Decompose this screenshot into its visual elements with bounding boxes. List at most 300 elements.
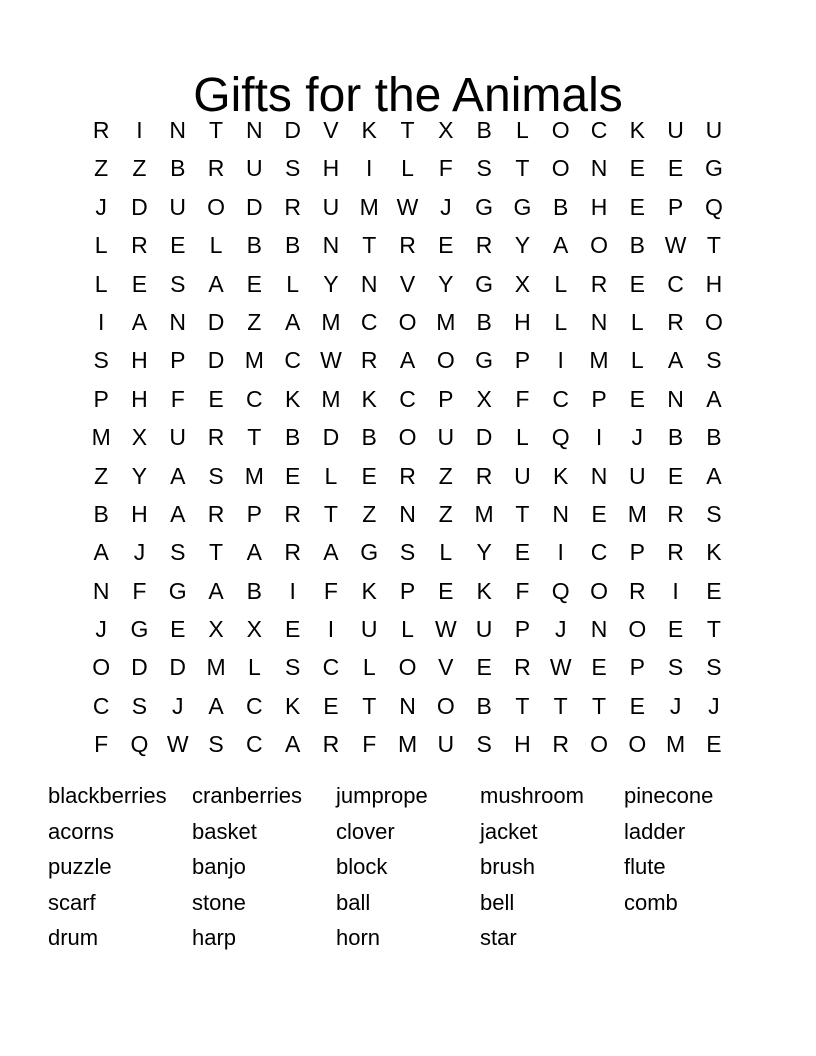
grid-letter: S <box>284 654 301 681</box>
grid-letter: M <box>359 193 379 220</box>
grid-row <box>82 418 733 456</box>
word-list-item: basket <box>192 818 257 844</box>
grid-letter: X <box>438 117 454 143</box>
grid-letter: C <box>246 731 263 758</box>
grid-letter: A <box>246 539 262 566</box>
grid-letter: E <box>438 577 454 604</box>
grid-letter: T <box>209 539 224 566</box>
grid-letter: C <box>667 270 684 297</box>
grid-letter: E <box>361 462 377 489</box>
grid-letter: O <box>92 654 111 681</box>
grid-letter: C <box>322 654 340 681</box>
grid-letter: I <box>672 577 679 604</box>
grid-letter: Q <box>130 731 149 758</box>
grid-letter: T <box>400 117 415 143</box>
grid-letter: W <box>396 193 419 220</box>
grid-letter: L <box>516 117 529 143</box>
grid-letter: E <box>706 577 722 604</box>
grid-letter: R <box>667 500 684 527</box>
grid-letter: S <box>208 731 224 758</box>
grid-letter: E <box>514 539 531 566</box>
grid-letter: G <box>704 155 723 182</box>
puzzle-title: Gifts for the Animals <box>193 69 623 123</box>
grid-letter: L <box>516 424 529 451</box>
grid-letter: E <box>629 155 645 182</box>
grid-letter: R <box>552 731 570 758</box>
grid-letter: P <box>514 347 531 374</box>
grid-letter: A <box>208 577 224 604</box>
grid-letter: B <box>706 424 722 451</box>
grid-letter: I <box>595 424 603 451</box>
grid-letter: H <box>590 193 608 220</box>
grid-letter: N <box>667 385 684 412</box>
grid-letter: N <box>590 462 608 489</box>
grid-letter: L <box>401 155 414 182</box>
grid-letter: R <box>207 500 225 527</box>
grid-letter: X <box>131 424 148 451</box>
grid-letter: K <box>361 385 377 412</box>
grid-letter: P <box>438 385 454 412</box>
grid-letter: E <box>438 232 454 259</box>
word-list-item: clover <box>336 818 395 844</box>
grid-letter: A <box>706 462 722 489</box>
grid-letter: D <box>131 654 148 681</box>
grid-row <box>82 111 733 149</box>
grid-letter: M <box>244 462 264 489</box>
grid-letter: T <box>247 424 262 451</box>
grid-letter: X <box>514 270 531 297</box>
grid-letter: U <box>514 462 531 489</box>
grid-letter: J <box>133 539 146 566</box>
grid-letter: N <box>322 232 340 259</box>
grid-letter: T <box>209 117 224 143</box>
grid-letter: B <box>476 692 492 719</box>
grid-row <box>82 149 733 187</box>
grid-letter: N <box>590 155 608 182</box>
grid-letter: M <box>627 500 647 527</box>
grid-letter: C <box>92 692 110 719</box>
grid-letter: D <box>475 424 493 451</box>
word-list-item: star <box>480 925 517 951</box>
grid-letter: C <box>552 385 570 412</box>
grid-row <box>82 457 733 495</box>
grid-letter: C <box>590 539 608 566</box>
grid-letter: I <box>136 117 143 143</box>
grid-letter: K <box>284 692 301 719</box>
grid-letter: U <box>246 155 263 182</box>
grid-letter: P <box>629 654 645 681</box>
grid-letter: S <box>170 270 186 297</box>
grid-row <box>82 533 733 571</box>
grid-letter: K <box>706 539 722 566</box>
grid-letter: C <box>284 347 301 374</box>
grid-letter: J <box>171 692 184 719</box>
grid-letter: J <box>95 616 107 643</box>
grid-letter: J <box>554 616 567 643</box>
grid-letter: D <box>322 424 340 451</box>
grid-letter: B <box>284 424 301 451</box>
grid-letter: B <box>246 577 262 604</box>
grid-letter: S <box>476 155 492 182</box>
grid-letter: H <box>131 500 148 527</box>
grid-letter: P <box>246 500 262 527</box>
grid-letter: O <box>398 308 417 335</box>
grid-letter: P <box>667 193 684 220</box>
grid-letter: N <box>590 616 608 643</box>
grid-letter: T <box>515 155 530 182</box>
grid-letter: R <box>284 539 301 566</box>
grid-letter: O <box>704 308 723 335</box>
grid-letter: C <box>246 385 263 412</box>
grid-letter: B <box>361 424 377 451</box>
grid-letter: P <box>399 577 416 604</box>
word-list-item: puzzle <box>48 854 112 880</box>
word-list-item: ladder <box>624 818 686 844</box>
word-list-item: jacket <box>480 818 538 844</box>
grid-letter: G <box>513 193 532 220</box>
grid-letter: E <box>591 500 607 527</box>
grid-letter: R <box>207 155 225 182</box>
grid-letter: U <box>322 193 340 220</box>
grid-letter: F <box>438 155 453 182</box>
grid-letter: E <box>706 731 722 758</box>
grid-row <box>82 226 733 264</box>
grid-letter: R <box>360 347 378 374</box>
grid-letter: D <box>207 347 225 374</box>
grid-letter: N <box>246 117 263 143</box>
grid-letter: I <box>557 347 564 374</box>
word-list-item: ball <box>336 889 371 915</box>
grid-letter: T <box>706 232 721 259</box>
grid-letter: E <box>591 654 607 681</box>
grid-letter: L <box>554 308 568 335</box>
grid-letter: B <box>246 232 262 259</box>
grid-letter: I <box>327 616 335 643</box>
grid-letter: X <box>208 616 224 643</box>
grid-letter: M <box>474 500 494 527</box>
grid-row <box>82 648 733 686</box>
grid-letter: A <box>131 308 148 335</box>
grid-letter: N <box>169 117 187 143</box>
grid-letter: N <box>360 270 378 297</box>
grid-letter: P <box>514 616 531 643</box>
grid-row <box>82 380 733 418</box>
grid-letter: L <box>554 270 568 297</box>
grid-letter: O <box>551 155 570 182</box>
grid-letter: D <box>169 654 187 681</box>
grid-letter: K <box>361 577 377 604</box>
grid-letter: B <box>553 193 569 220</box>
grid-letter: S <box>208 462 224 489</box>
grid-letter: P <box>170 347 186 374</box>
grid-letter: D <box>207 308 225 335</box>
grid-letter: L <box>94 270 108 297</box>
grid-letter: F <box>362 731 377 758</box>
grid-letter: B <box>476 117 492 143</box>
grid-letter: A <box>170 500 186 527</box>
grid-letter: Q <box>551 577 570 604</box>
grid-letter: O <box>436 347 455 374</box>
grid-letter: P <box>591 385 607 412</box>
word-list-item: stone <box>192 889 246 915</box>
word-list-item: blackberries <box>48 783 167 808</box>
grid-letter: U <box>360 616 378 643</box>
grid-letter: E <box>476 654 492 681</box>
grid-letter: H <box>514 731 531 758</box>
word-list-item: drum <box>48 925 99 951</box>
word-list-item <box>624 920 768 956</box>
grid-letter: F <box>94 731 109 758</box>
grid-letter: Z <box>438 500 453 527</box>
grid-letter: L <box>247 654 261 681</box>
grid-letter: R <box>399 232 416 259</box>
grid-letter: H <box>514 308 531 335</box>
grid-letter: W <box>664 232 687 259</box>
grid-letter: U <box>169 424 187 451</box>
grid-letter: S <box>93 347 109 374</box>
grid-letter: C <box>360 308 378 335</box>
word-list-item: mushroom <box>480 783 584 808</box>
grid-letter: A <box>323 539 339 566</box>
grid-letter: Y <box>476 539 492 566</box>
word-list-item: brush <box>480 854 536 880</box>
grid-letter: U <box>705 117 723 143</box>
grid-letter: A <box>93 539 109 566</box>
grid-letter: F <box>132 577 147 604</box>
word-list-item: jumprope <box>336 783 428 808</box>
grid-letter: F <box>323 577 338 604</box>
grid-letter: L <box>630 347 644 374</box>
grid-letter: I <box>289 577 296 604</box>
grid-letter: M <box>206 654 226 681</box>
grid-letter: F <box>515 385 530 412</box>
grid-letter: O <box>628 731 647 758</box>
grid-letter: K <box>553 462 569 489</box>
grid-letter: A <box>284 308 301 335</box>
grid-letter: E <box>284 462 301 489</box>
grid-letter: W <box>549 654 572 681</box>
grid-letter: T <box>362 692 377 719</box>
word-list <box>48 778 768 956</box>
grid-letter: M <box>397 731 418 758</box>
word-list-item: harp <box>192 925 237 951</box>
grid-letter: R <box>399 462 416 489</box>
grid-letter: T <box>706 616 721 643</box>
grid-letter: A <box>284 731 301 758</box>
grid-letter: U <box>628 462 646 489</box>
grid-letter: K <box>284 385 301 412</box>
grid-letter: V <box>399 270 416 297</box>
grid-letter: R <box>322 731 340 758</box>
grid-letter: Y <box>514 232 531 259</box>
grid-letter: N <box>552 500 570 527</box>
grid-letter: J <box>708 692 720 719</box>
grid-letter: N <box>399 692 416 719</box>
grid-letter: S <box>170 539 186 566</box>
grid-letter: A <box>208 270 224 297</box>
grid-letter: G <box>360 539 379 566</box>
grid-letter: T <box>553 692 568 719</box>
grid-row <box>82 303 733 341</box>
grid-letter: O <box>590 232 608 259</box>
grid-letter: C <box>246 692 263 719</box>
grid-letter: E <box>667 155 684 182</box>
grid-letter: P <box>93 385 109 412</box>
grid-letter: I <box>97 308 105 335</box>
grid-letter: D <box>284 117 301 143</box>
grid-row <box>82 725 733 763</box>
grid-letter: S <box>399 539 416 566</box>
grid-letter: E <box>170 232 186 259</box>
grid-letter: E <box>170 616 186 643</box>
letter-grid <box>82 111 733 764</box>
grid-letter: Z <box>362 500 377 527</box>
grid-letter: B <box>476 308 492 335</box>
grid-letter: Z <box>247 308 262 335</box>
grid-letter: N <box>92 577 110 604</box>
grid-row <box>82 495 733 533</box>
word-list-item: horn <box>336 925 381 951</box>
grid-letter: E <box>629 692 645 719</box>
grid-letter: K <box>629 117 645 143</box>
grid-letter: B <box>170 155 186 182</box>
grid-letter: Y <box>131 462 148 489</box>
grid-letter: G <box>475 270 494 297</box>
grid-letter: U <box>437 731 455 758</box>
grid-letter: Z <box>94 155 109 182</box>
grid-letter: Y <box>323 270 339 297</box>
grid-letter: S <box>131 692 148 719</box>
grid-letter: O <box>207 193 225 220</box>
grid-letter: L <box>630 308 644 335</box>
grid-letter: D <box>246 193 263 220</box>
grid-letter: T <box>323 500 338 527</box>
grid-letter: C <box>399 385 416 412</box>
grid-row <box>82 265 733 303</box>
grid-letter: M <box>666 731 686 758</box>
grid-letter: E <box>284 616 301 643</box>
grid-letter: G <box>475 193 494 220</box>
grid-letter: H <box>131 347 148 374</box>
grid-letter: N <box>169 308 187 335</box>
grid-letter: U <box>475 616 493 643</box>
grid-row <box>82 572 733 610</box>
grid-letter: Y <box>438 270 454 297</box>
grid-letter: F <box>170 385 185 412</box>
word-list-item: comb <box>624 889 678 915</box>
grid-letter: E <box>246 270 262 297</box>
grid-letter: A <box>170 462 186 489</box>
grid-letter: A <box>399 347 416 374</box>
grid-letter: K <box>476 577 492 604</box>
grid-row <box>82 188 733 226</box>
grid-letter: H <box>322 155 340 182</box>
grid-letter: E <box>131 270 148 297</box>
grid-letter: S <box>706 347 722 374</box>
grid-letter: J <box>95 193 107 220</box>
grid-letter: S <box>706 654 722 681</box>
grid-letter: S <box>284 155 301 182</box>
grid-letter: U <box>437 424 455 451</box>
grid-letter: D <box>131 193 148 220</box>
grid-letter: E <box>629 385 645 412</box>
grid-letter: B <box>93 500 109 527</box>
grid-letter: A <box>667 347 684 374</box>
grid-letter: B <box>667 424 684 451</box>
grid-letter: L <box>324 462 338 489</box>
grid-letter: E <box>667 462 684 489</box>
grid-letter: O <box>436 692 455 719</box>
grid-letter: V <box>438 654 454 681</box>
grid-row <box>82 341 733 379</box>
grid-letter: L <box>94 232 108 259</box>
grid-letter: X <box>476 385 492 412</box>
grid-letter: U <box>169 193 187 220</box>
grid-letter: R <box>284 500 301 527</box>
grid-letter: E <box>208 385 224 412</box>
grid-letter: R <box>284 193 301 220</box>
grid-letter: Z <box>132 155 147 182</box>
grid-letter: V <box>323 117 339 143</box>
grid-letter: A <box>706 385 722 412</box>
grid-letter: R <box>475 462 493 489</box>
grid-letter: O <box>590 577 608 604</box>
grid-letter: H <box>705 270 723 297</box>
grid-letter: T <box>362 232 377 259</box>
grid-letter: R <box>92 117 110 143</box>
grid-letter: L <box>209 232 223 259</box>
grid-letter: R <box>475 232 493 259</box>
grid-letter: Z <box>94 462 109 489</box>
grid-letter: O <box>398 654 417 681</box>
grid-letter: G <box>130 616 149 643</box>
grid-letter: S <box>667 654 684 681</box>
grid-letter: Q <box>551 424 570 451</box>
grid-letter: J <box>631 424 644 451</box>
grid-letter: R <box>131 232 148 259</box>
word-list-item: cranberries <box>192 783 303 808</box>
grid-letter: W <box>166 731 189 758</box>
word-list-item: bell <box>480 889 515 915</box>
grid-letter: P <box>629 539 645 566</box>
grid-letter: J <box>440 193 452 220</box>
grid-letter: O <box>590 731 608 758</box>
grid-letter: A <box>208 692 224 719</box>
grid-letter: Z <box>438 462 453 489</box>
grid-letter: L <box>401 616 414 643</box>
grid-row <box>82 687 733 725</box>
grid-letter: G <box>168 577 187 604</box>
grid-letter: M <box>91 424 111 451</box>
grid-letter: L <box>439 539 453 566</box>
grid-letter: R <box>514 654 531 681</box>
grid-row <box>82 610 733 648</box>
grid-letter: I <box>366 155 373 182</box>
grid-letter: M <box>244 347 264 374</box>
grid-letter: E <box>323 692 339 719</box>
word-list-item: acorns <box>48 818 115 844</box>
grid-letter: M <box>589 347 609 374</box>
grid-letter: M <box>436 308 456 335</box>
grid-letter: R <box>667 308 684 335</box>
grid-letter: R <box>207 424 225 451</box>
grid-letter: R <box>590 270 608 297</box>
grid-letter: E <box>629 193 645 220</box>
grid-letter: F <box>515 577 530 604</box>
grid-letter: R <box>628 577 646 604</box>
word-list-item: flute <box>624 854 666 880</box>
grid-letter: O <box>551 117 570 143</box>
